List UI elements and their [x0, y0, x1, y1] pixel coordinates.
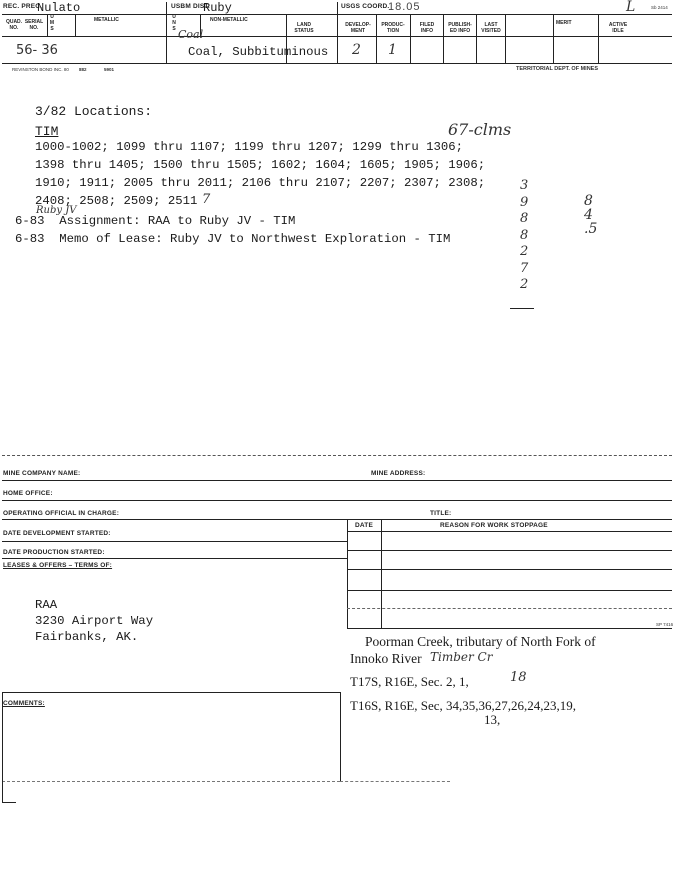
published-info-label: PUBLISH- ED INFO — [448, 22, 472, 34]
assignment-entry: 6-83 Assignment: RAA to Ruby JV - TIM — [15, 214, 296, 228]
header-divider — [505, 14, 506, 64]
develop-value: 2 — [352, 42, 361, 58]
uns-label: U N S — [172, 14, 176, 32]
rule — [347, 569, 672, 570]
non-metallic-label: NON-METALLIC — [210, 17, 248, 23]
date-development-label: DATE DEVELOPMENT STARTED: — [3, 530, 111, 537]
rule — [347, 628, 672, 629]
metallic-label: METALLIC — [94, 17, 119, 23]
rule — [2, 781, 340, 782]
location-line-2: Innoko River — [350, 651, 422, 666]
tally-underline — [510, 308, 534, 309]
produc-label: PRODUC- TION — [381, 22, 405, 34]
mine-company-label: MINE COMPANY NAME: — [3, 470, 81, 477]
locations-heading: 3/82 Locations: — [35, 104, 153, 119]
lessee-name: RAA — [35, 598, 58, 612]
rule — [347, 590, 672, 591]
header-divider — [598, 14, 599, 64]
metallic-hand-note: Coal — [178, 28, 204, 41]
location-line-5: 13, — [484, 712, 501, 727]
header-divider — [553, 14, 554, 64]
quad-value: 56- 36 — [16, 43, 58, 58]
memo-of-lease-entry: 6-83 Memo of Lease: Ruby JV to Northwest Exploration - TIM — [15, 232, 451, 246]
stoppage-grid-left — [347, 519, 348, 629]
stoppage-grid-date-divider — [381, 519, 382, 629]
title-label: TITLE: — [430, 510, 452, 517]
rule — [2, 802, 16, 803]
hand-18-note: 18 — [510, 670, 527, 685]
last-visited-label: LAST VISITED — [481, 22, 501, 34]
tim-label: TIM — [35, 124, 59, 139]
locations-line-1: 1000-1002; 1099 thru 1107; 1199 thru 1207; 1299 thru 1306; — [35, 140, 464, 154]
hand-tally-column-2: 8 4 .5 — [584, 193, 598, 237]
hand-seven: 7 — [202, 192, 211, 207]
develop-label: DEVELOP- MENT — [345, 22, 371, 34]
printer-num1: 882 — [79, 67, 87, 72]
rule — [2, 541, 347, 542]
rule — [347, 550, 672, 551]
operating-official-label: OPERATING OFFICIAL IN CHARGE: — [3, 510, 120, 517]
comments-right-border — [340, 692, 341, 782]
produc-value: 1 — [388, 42, 397, 58]
reason-stoppage-label: REASON FOR WORK STOPPAGE — [440, 522, 548, 529]
filed-info-label: FILED INFO — [419, 22, 435, 34]
location-line-1: Poorman Creek, tributary of North Fork of — [365, 634, 596, 649]
leases-offers-label: LEASES & OFFERS – TERMS OF: — [3, 562, 113, 569]
quad-label: QUAD. NO. — [5, 19, 23, 31]
corner-code: Sb 2414 — [651, 5, 668, 10]
date-production-label: DATE PRODUCTION STARTED: — [3, 549, 105, 556]
rule — [2, 500, 672, 501]
comments-label: COMMENTS: — [3, 700, 45, 707]
header-divider — [75, 14, 76, 36]
corner-mark: L — [626, 0, 636, 15]
hand-tally-column: 3 9 8 8 2 7 2 — [520, 178, 529, 292]
home-office-label: HOME OFFICE: — [3, 490, 53, 497]
rule — [2, 558, 347, 559]
rec-prec-value: Nulato — [37, 1, 81, 15]
rule — [2, 519, 672, 520]
usgs-coord-label: USGS COORD. — [341, 3, 390, 10]
locations-line-2: 1398 thru 1405; 1500 thru 1505; 1602; 1604; 1605; 1905; 1906; — [35, 158, 486, 172]
lessee-street: 3230 Airport Way — [35, 614, 154, 628]
printer-num2: 5901 — [104, 67, 115, 72]
location-line-3: T17S, R16E, Sec. 2, 1, — [350, 674, 469, 689]
comments-left-border — [2, 692, 3, 802]
rule — [340, 781, 450, 782]
rule — [2, 692, 340, 693]
date-column-label: DATE — [355, 522, 374, 529]
active-idle-label: ACTIVE IDLE — [608, 22, 628, 34]
serial-label: SERIAL NO. — [24, 19, 44, 31]
metallic-value: Coal, Subbituminous — [188, 45, 329, 59]
dept-line: TERRITORIAL DEPT. OF MINES — [516, 66, 598, 72]
ums-label: U M S — [49, 14, 55, 32]
hand-timber-note: Timber Cr — [430, 650, 493, 664]
hand-claims-note: 67-clms — [448, 120, 512, 139]
header-divider — [337, 2, 338, 64]
usbm-dist-value: Ruby — [203, 1, 232, 15]
lessee-city: Fairbanks, AK. — [35, 630, 139, 644]
rule — [347, 531, 672, 532]
rule — [2, 480, 672, 481]
printer-line: REVINSTON BOND INC. 80 — [12, 67, 69, 72]
form-top-rule — [2, 455, 672, 456]
locations-line-3: 1910; 1911; 2005 thru 2011; 2106 thru 2107; 2207; 2307; 2308; — [35, 176, 486, 190]
hand-owner-note: Ruby JV — [36, 205, 77, 216]
rec-prec-label: REC. PREC. — [3, 3, 43, 10]
usgs-coord-value: 18.05 — [388, 1, 421, 13]
form-code: SP 7416 — [656, 622, 674, 627]
locations-line-4: 2408; 2508; 2509; 2511 — [35, 194, 198, 208]
mine-address-label: MINE ADDRESS: — [371, 470, 426, 477]
land-status-label: LAND STATUS — [294, 22, 314, 34]
location-line-4: T16S, R16E, Sec, 34,35,36,27,26,24,23,19, — [350, 698, 577, 713]
header-divider — [166, 2, 167, 64]
usbm-dist-label: USBM DIST. — [171, 3, 210, 10]
merit-label: MERIT — [556, 20, 572, 26]
rule — [347, 608, 672, 609]
